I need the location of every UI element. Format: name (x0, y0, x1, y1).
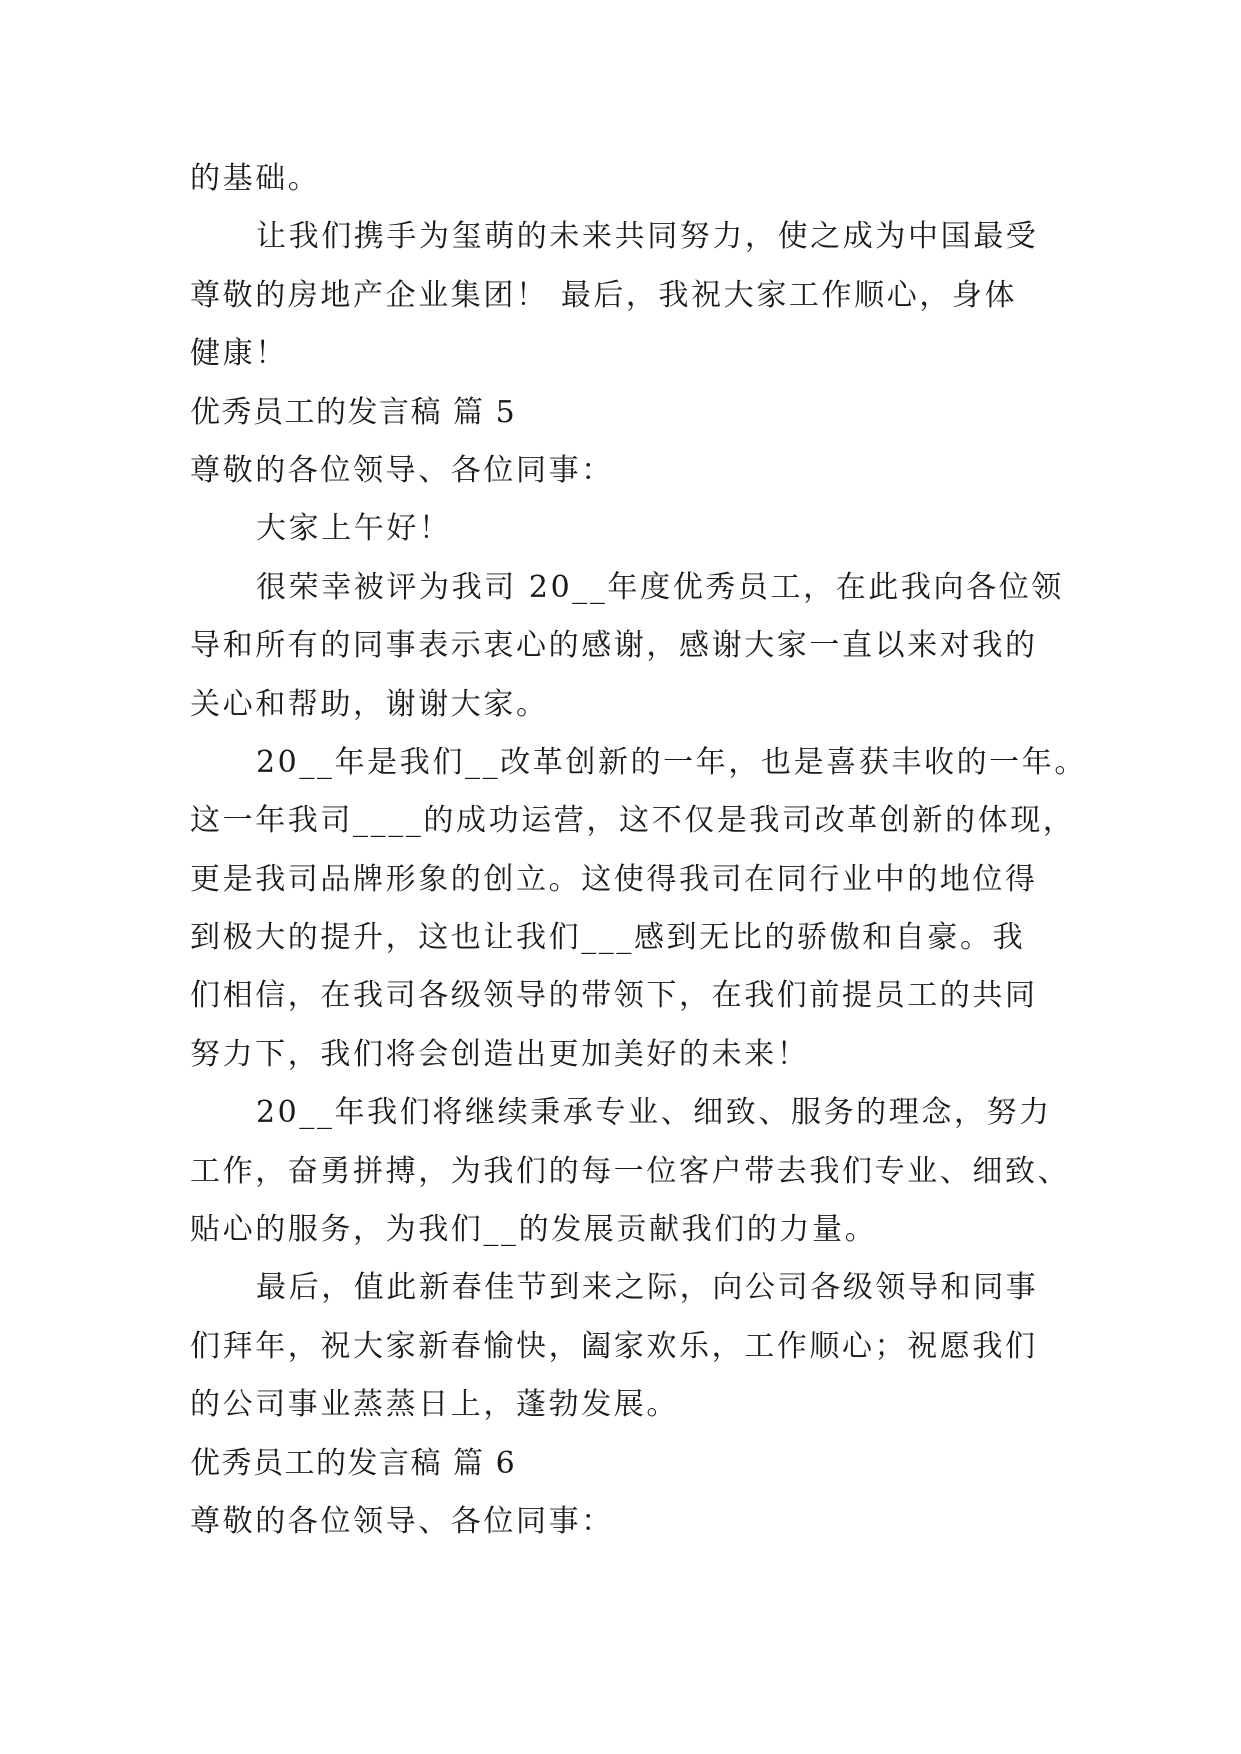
text-line: 的基础。 (190, 161, 321, 196)
paragraph-line: 最后，值此新春佳节到来之际，向公司各级领导和同事 (256, 1270, 1039, 1306)
text-line: 到极大的提升，这也让我们___感到无比的骄傲和自豪。我 (190, 920, 1026, 956)
text-line: 健康！ (190, 336, 288, 372)
text-line: 尊敬的房地产企业集团！ 最后，我祝大家工作顺心，身体 (190, 277, 1018, 313)
text-line: 们相信，在我司各级领导的带领下，在我们前提员工的共同 (190, 978, 1038, 1014)
paragraph-line: 20__年我们将继续秉承专业、细致、服务的理念，努力 (256, 1095, 1052, 1131)
paragraph-line: 大家上午好！ (256, 511, 452, 547)
salutation-line: 尊敬的各位领导、各位同事： (190, 1503, 614, 1539)
section-heading: 优秀员工的发言稿 篇 6 (190, 1445, 517, 1481)
text-line: 更是我司品牌形象的创立。这使得我司在同行业中的地位得 (190, 861, 1038, 897)
text-line: 导和所有的同事表示衷心的感谢，感谢大家一直以来对我的 (190, 628, 1038, 664)
text-line: 的公司事业蒸蒸日上，蓬勃发展。 (190, 1387, 679, 1423)
section-heading: 优秀员工的发言稿 篇 5 (190, 394, 517, 430)
document-page (190, 150, 1087, 1551)
text-line: 这一年我司____的成功运营，这不仅是我司改革创新的体现， (190, 803, 1076, 839)
text-line: 工作，奋勇拼搏，为我们的每一位客户带去我们专业、细致、 (190, 1153, 1071, 1189)
text-line: 贴心的服务，为我们__的发展贡献我们的力量。 (190, 1212, 878, 1248)
salutation-line: 尊敬的各位领导、各位同事： (190, 452, 614, 488)
paragraph-line: 很荣幸被评为我司 20__年度优秀员工，在此我向各位领 (256, 569, 1064, 605)
paragraph-line: 让我们携手为玺萌的未来共同努力，使之成为中国最受 (256, 219, 1039, 255)
text-line: 们拜年，祝大家新春愉快，阖家欢乐，工作顺心；祝愿我们 (190, 1328, 1038, 1364)
text-line: 关心和帮助，谢谢大家。 (190, 686, 549, 722)
paragraph-line: 20__年是我们__改革创新的一年，也是喜获丰收的一年。 (256, 744, 1087, 780)
text-line: 努力下，我们将会创造出更加美好的未来！ (190, 1036, 810, 1072)
